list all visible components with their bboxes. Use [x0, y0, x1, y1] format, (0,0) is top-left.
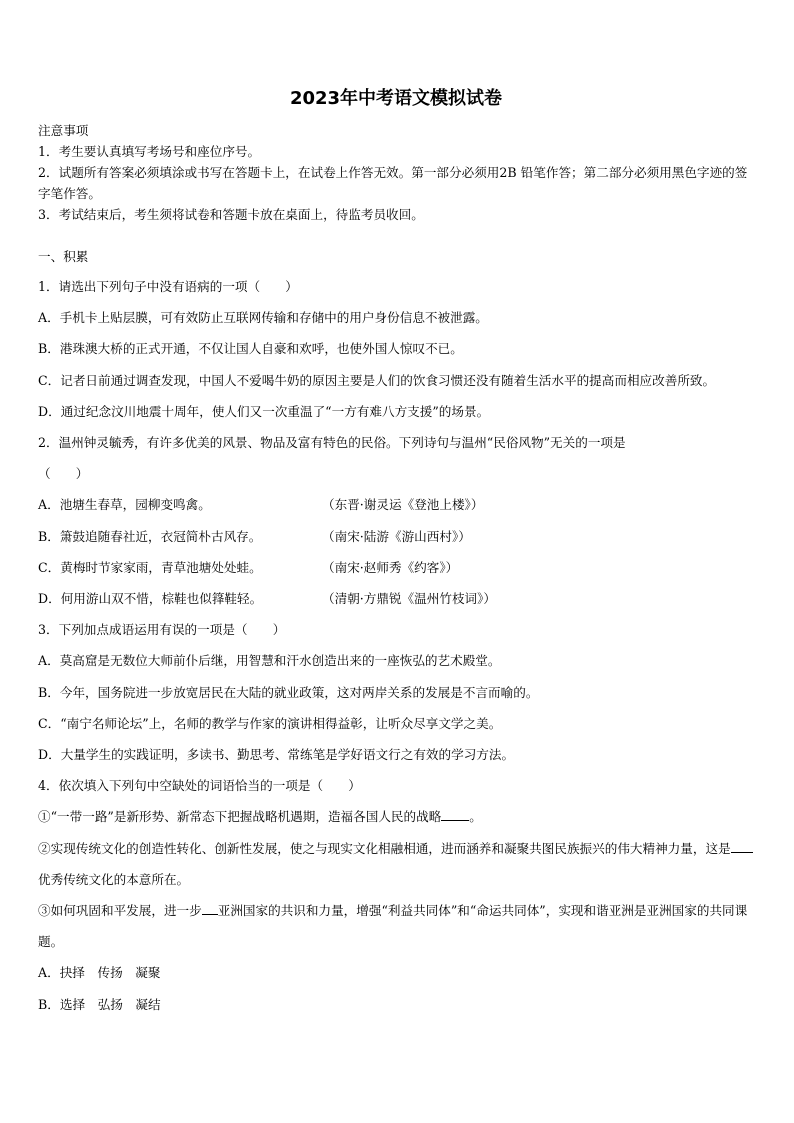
question-2: [38, 427, 754, 614]
option-source: （南宋·赵师秀《约客》）: [322, 559, 459, 575]
option-a: A．抉择 传扬 凝聚: [38, 965, 161, 981]
option-a: A．手机卡上贴层膜，可有效防止互联网传输和存储中的用户身份信息不被泄露。: [38, 310, 488, 326]
sentence-1: [38, 801, 754, 832]
sentence-3: [38, 895, 754, 957]
option-poem: B．箫鼓追随春社近，衣冠简朴古风存。: [38, 528, 262, 544]
notes-item-2: 2．试题所有答案必须填涂或书写在答题卡上，在试卷上作答无效。第一部分必须用2B 铅笔作答；第二部分必须用黑色字迹的签字笔作答。: [38, 165, 748, 201]
option-source: （南宋·陆游《游山西村》）: [322, 528, 471, 544]
question-stem: 4．依次填入下列句中空缺处的词语恰当的一项是（ ）: [38, 778, 361, 794]
fill-blank: [731, 838, 753, 853]
sentence-text: 。: [469, 809, 482, 825]
question-3: [38, 614, 754, 770]
option-b: B．选择 弘扬 凝结: [38, 996, 161, 1012]
option-poem: C．黄梅时节家家雨，青草池塘处处蛙。: [38, 559, 262, 575]
notes-item-1: 1．考生要认真填写考场号和座位序号。: [38, 144, 261, 159]
answer-paren: （ ）: [38, 466, 89, 482]
option-poem: A．池塘生春草，园柳变鸣禽。: [38, 497, 211, 513]
question-stem: 2．温州钟灵毓秀，有许多优美的风景、物品及富有特色的民俗。下列诗句与温州“民俗风物”无关的一项是: [38, 435, 626, 451]
sentence-text: ③如何巩固和平发展，进一步: [38, 903, 202, 919]
option-b: B．今年，国务院进一步放宽居民在大陆的就业政策，这对两岸关系的发展是不言而喻的。: [38, 684, 539, 700]
sentence-text: ①“一带一路”是新形势、新常态下把握战略机遇期，造福各国人民的战略: [38, 809, 442, 825]
sentence-2: [38, 833, 754, 895]
notes-item-3: 3．考试结束后，考生须将试卷和答题卡放在桌面上，待监考员收回。: [38, 207, 424, 222]
option-a: [38, 489, 754, 520]
sentence-text: ②实现传统文化的创造性转化、创新性发展，使之与现实文化相融相通，进而涵养和凝聚共图民族振兴的伟大精神力量，这是: [38, 840, 731, 856]
option-b: [38, 521, 754, 552]
question-stem: 1．请选出下列句子中没有语病的一项（ ）: [38, 279, 298, 294]
notes-heading: 注意事项: [38, 123, 89, 138]
option-c: [38, 552, 754, 583]
option-d: [38, 583, 754, 614]
question-4: [38, 770, 754, 1020]
option-c: C．记者日前通过调查发现，中国人不爱喝牛奶的原因主要是人们的饮食习惯还没有随着生活水平的提高而相应改善所致。: [38, 372, 716, 388]
section-heading: 一、积累: [38, 249, 89, 264]
notes-section: [38, 120, 754, 225]
sentence-text: 优秀传统文化的本意所在。: [38, 871, 190, 887]
fill-blank: [202, 900, 218, 915]
option-b: B．港珠澳大桥的正式开通，不仅让国人自豪和欢呼，也使外国人惊叹不已。: [38, 341, 463, 357]
option-d: D．大量学生的实践证明，多读书、勤思考、常练笔是学好语文行之有效的学习方法。: [38, 747, 515, 763]
option-c: C．“南宁名师论坛”上，名师的教学与作家的演讲相得益彰，让听众尽享文学之美。: [38, 715, 502, 731]
question-1: [38, 271, 754, 427]
sentence-text: 亚洲国家的共识和力量，增强“利益共同体”和“命运共同体”，实现和谐亚洲是亚洲国家的共同课题。: [38, 903, 748, 950]
option-source: （清朝·方鼎锐《温州竹枝词》）: [322, 591, 497, 607]
page-title: 2023年中考语文模拟试卷: [289, 88, 503, 109]
option-source: （东晋·谢灵运《登池上楼》）: [322, 497, 484, 513]
fill-blank: [441, 806, 469, 821]
question-stem: 3．下列加点成语运用有误的一项是（ ）: [38, 622, 286, 638]
option-a: A．莫高窟是无数位大师前仆后继，用智慧和汗水创造出来的一座恢弘的艺术殿堂。: [38, 653, 501, 669]
option-d: D．通过纪念汶川地震十周年，使人们又一次重温了“一方有难八方支援”的场景。: [38, 403, 490, 419]
option-poem: D．何用游山双不惜，棕鞋也似箨鞋轻。: [38, 591, 263, 607]
